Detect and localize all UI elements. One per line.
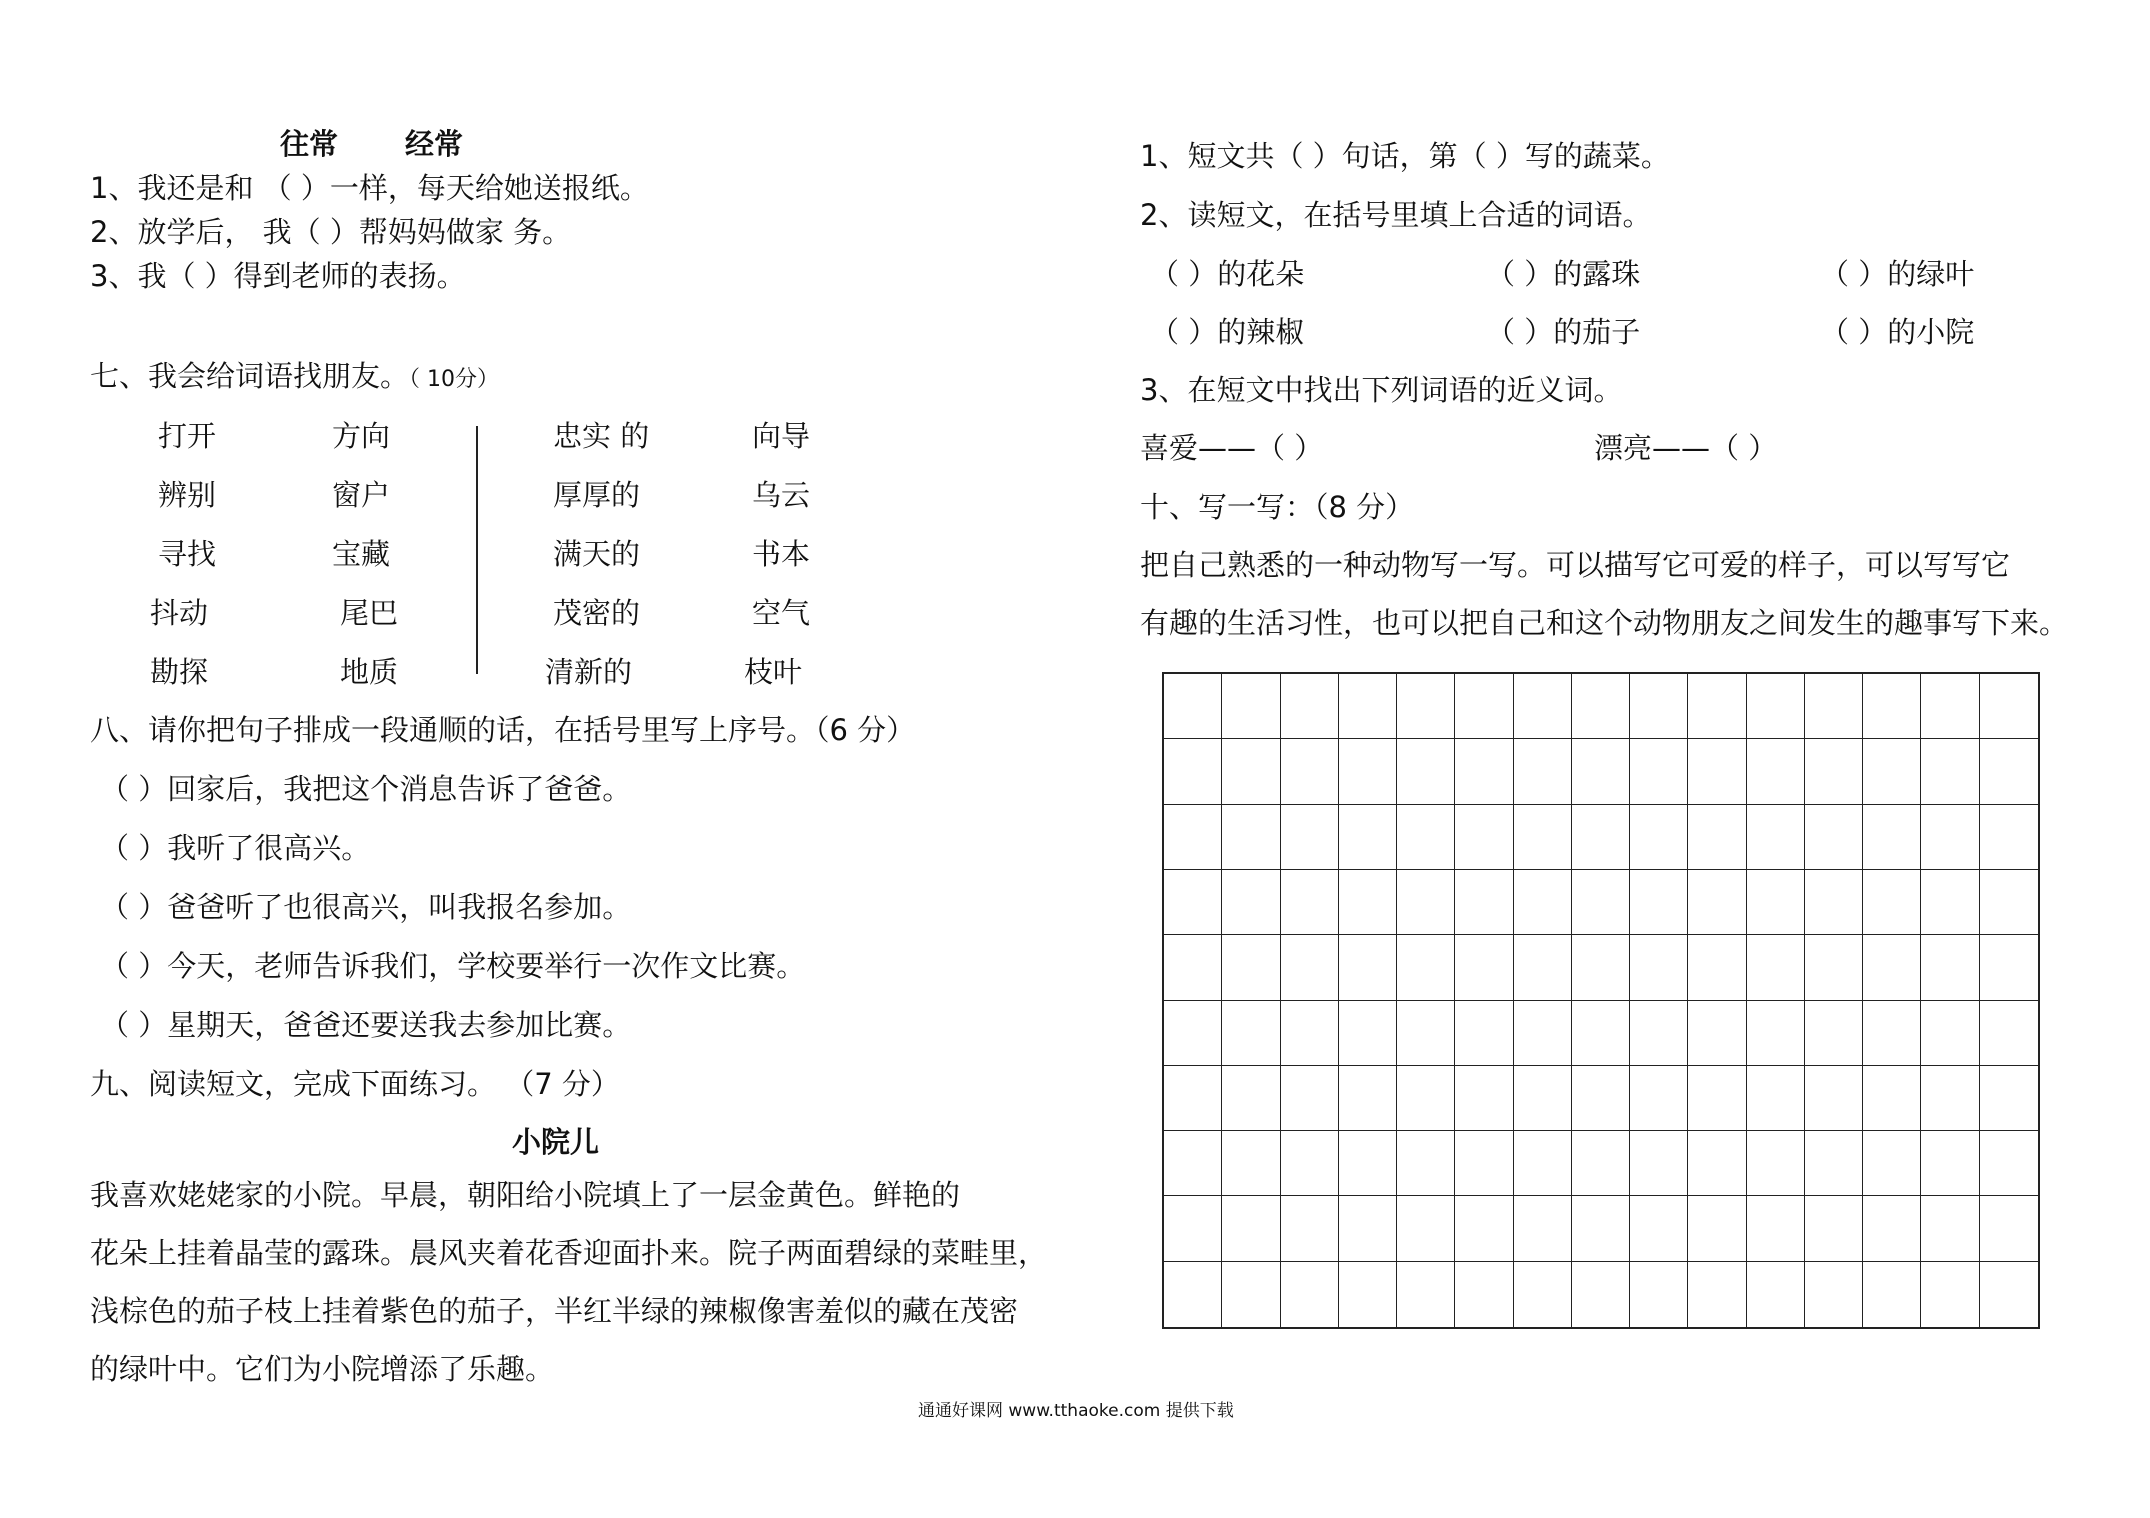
grid-cell[interactable] (1630, 739, 1688, 804)
grid-cell[interactable] (1980, 674, 2038, 739)
fill-sentence-2: 2、放学后， 我（ ）帮妈妈做家 务。 (90, 215, 572, 249)
grid-cell[interactable] (1863, 1131, 1921, 1196)
grid-cell[interactable] (1514, 674, 1572, 739)
grid-cell[interactable] (1572, 1066, 1630, 1131)
grid-cell[interactable] (1164, 870, 1222, 935)
grid-cell[interactable] (1921, 1131, 1979, 1196)
grid-cell[interactable] (1630, 1131, 1688, 1196)
grid-cell[interactable] (1164, 935, 1222, 1000)
grid-cell[interactable] (1164, 1262, 1222, 1327)
grid-cell[interactable] (1863, 1001, 1921, 1066)
grid-cell[interactable] (1222, 1131, 1280, 1196)
section7-title-text: 七、我会给词语找朋友。 (90, 359, 410, 393)
passage-line-3: 浅棕色的茄子枝上挂着紫色的茄子，半红半绿的辣椒像害羞似的藏在茂密 (90, 1294, 1019, 1328)
grid-cell[interactable] (1339, 739, 1397, 804)
grid-cell[interactable] (1164, 805, 1222, 870)
grid-cell[interactable] (1339, 870, 1397, 935)
s7-col2-word-1: 方向 (332, 419, 391, 453)
grid-cell[interactable] (1514, 1066, 1572, 1131)
fill-sentence-1: 1、我还是和 （ ）一样，每天给她送报纸。 (90, 171, 649, 205)
passage-line-4: 的绿叶中。它们为小院增添了乐趣。 (90, 1352, 555, 1386)
grid-cell[interactable] (1455, 935, 1513, 1000)
grid-cell[interactable] (1805, 870, 1863, 935)
grid-cell[interactable] (1339, 805, 1397, 870)
s7-col1-word-3: 寻找 (158, 537, 217, 571)
grid-cell[interactable] (1630, 935, 1688, 1000)
grid-cell[interactable] (1164, 1131, 1222, 1196)
s7-col1-word-5: 勘探 (150, 655, 209, 689)
grid-cell[interactable] (1688, 805, 1746, 870)
section10-title: 十、写一写：（8 分） (1140, 490, 1415, 524)
grid-cell[interactable] (1222, 1001, 1280, 1066)
grid-cell[interactable] (1747, 739, 1805, 804)
s8-item-4: （ ）今天，老师告诉我们，学校要举行一次作文比赛。 (100, 949, 806, 983)
grid-cell[interactable] (1863, 1066, 1921, 1131)
grid-cell[interactable] (1281, 1066, 1339, 1131)
grid-cell[interactable] (1455, 870, 1513, 935)
grid-cell[interactable] (1397, 1262, 1455, 1327)
s7-col3-word-5: 清新的 (545, 655, 633, 689)
grid-cell[interactable] (1164, 1001, 1222, 1066)
grid-cell[interactable] (1921, 674, 1979, 739)
grid-cell[interactable] (1688, 935, 1746, 1000)
grid-cell[interactable] (1805, 1196, 1863, 1261)
grid-cell[interactable] (1455, 674, 1513, 739)
header-word-1: 往常 (280, 127, 339, 161)
grid-cell[interactable] (1455, 1001, 1513, 1066)
grid-cell[interactable] (1514, 739, 1572, 804)
grid-cell[interactable] (1688, 1001, 1746, 1066)
grid-cell[interactable] (1572, 1131, 1630, 1196)
grid-cell[interactable] (1921, 1001, 1979, 1066)
grid-cell[interactable] (1747, 870, 1805, 935)
grid-cell[interactable] (1572, 1262, 1630, 1327)
s8-item-5: （ ）星期天，爸爸还要送我去参加比赛。 (100, 1008, 632, 1042)
s7-col1-word-1: 打开 (158, 419, 217, 453)
q3-pair-2: 漂亮——（ ） (1594, 431, 1778, 465)
grid-cell[interactable] (1339, 1131, 1397, 1196)
grid-cell[interactable] (1980, 935, 2038, 1000)
s7-col3-word-4: 茂密的 (553, 596, 641, 630)
s7-col2-word-4: 尾巴 (340, 596, 399, 630)
grid-cell[interactable] (1397, 739, 1455, 804)
grid-cell[interactable] (1863, 674, 1921, 739)
header-word-2: 经常 (405, 127, 464, 161)
grid-cell[interactable] (1281, 1131, 1339, 1196)
grid-cell[interactable] (1339, 674, 1397, 739)
prompt-line-1: 把自己熟悉的一种动物写一写。可以描写它可爱的样子，可以写写它 (1140, 548, 2011, 582)
grid-cell[interactable] (1281, 805, 1339, 870)
grid-cell[interactable] (1688, 1131, 1746, 1196)
grid-cell[interactable] (1222, 1262, 1280, 1327)
s7-col4-word-2: 乌云 (752, 478, 811, 512)
q3: 3、在短文中找出下列词语的近义词。 (1140, 373, 1623, 407)
grid-cell[interactable] (1688, 870, 1746, 935)
grid-cell[interactable] (1921, 739, 1979, 804)
grid-cell[interactable] (1397, 870, 1455, 935)
section8-title: 八、请你把句子排成一段通顺的话，在括号里写上序号。（6 分） (90, 713, 916, 747)
s7-col3-word-1: 忠实 的 (553, 419, 650, 453)
grid-cell[interactable] (1222, 935, 1280, 1000)
grid-cell[interactable] (1630, 674, 1688, 739)
grid-cell[interactable] (1514, 805, 1572, 870)
grid-cell[interactable] (1805, 1066, 1863, 1131)
grid-cell[interactable] (1980, 1066, 2038, 1131)
grid-cell[interactable] (1281, 870, 1339, 935)
grid-cell[interactable] (1863, 870, 1921, 935)
grid-cell[interactable] (1455, 1262, 1513, 1327)
passage-line-1: 我喜欢姥姥家的小院。早晨，朝阳给小院填上了一层金黄色。鲜艳的 (90, 1178, 961, 1212)
grid-cell[interactable] (1397, 1196, 1455, 1261)
grid-cell[interactable] (1164, 1066, 1222, 1131)
grid-cell[interactable] (1980, 739, 2038, 804)
section9-title: 九、阅读短文，完成下面练习。 （7 分） (90, 1067, 620, 1101)
grid-cell[interactable] (1630, 1001, 1688, 1066)
grid-cell[interactable] (1688, 1196, 1746, 1261)
grid-cell[interactable] (1455, 1131, 1513, 1196)
grid-cell[interactable] (1397, 674, 1455, 739)
q2: 2、读短文，在括号里填上合适的词语。 (1140, 198, 1652, 232)
grid-cell[interactable] (1281, 1196, 1339, 1261)
q3-pair-1: 喜爱——（ ） (1140, 431, 1324, 465)
q2-blank-6: （ ）的小院 (1820, 315, 1975, 349)
q2-blank-5: （ ）的茄子 (1486, 315, 1641, 349)
grid-cell[interactable] (1222, 805, 1280, 870)
grid-cell[interactable] (1980, 805, 2038, 870)
grid-cell[interactable] (1980, 1001, 2038, 1066)
grid-cell[interactable] (1747, 935, 1805, 1000)
grid-cell[interactable] (1747, 674, 1805, 739)
grid-cell[interactable] (1980, 870, 2038, 935)
grid-cell[interactable] (1805, 805, 1863, 870)
s7-col2-word-3: 宝藏 (332, 537, 391, 571)
q2-blank-4: （ ）的辣椒 (1150, 315, 1305, 349)
grid-cell[interactable] (1222, 870, 1280, 935)
grid-cell[interactable] (1572, 739, 1630, 804)
prompt-line-2: 有趣的生活习性，也可以把自己和这个动物朋友之间发生的趣事写下来。 (1140, 606, 2069, 640)
s7-col4-word-4: 空气 (752, 596, 811, 630)
grid-cell[interactable] (1805, 935, 1863, 1000)
grid-cell[interactable] (1222, 1066, 1280, 1131)
grid-cell[interactable] (1514, 935, 1572, 1000)
q2-blank-3: （ ）的绿叶 (1820, 257, 1975, 291)
passage-title: 小院儿 (512, 1125, 600, 1159)
grid-cell[interactable] (1747, 1001, 1805, 1066)
grid-cell[interactable] (1222, 674, 1280, 739)
grid-cell[interactable] (1921, 1262, 1979, 1327)
grid-cell[interactable] (1805, 674, 1863, 739)
grid-cell[interactable] (1747, 1131, 1805, 1196)
section7-title (90, 356, 499, 400)
grid-cell[interactable] (1980, 1196, 2038, 1261)
grid-cell[interactable] (1921, 870, 1979, 935)
grid-cell[interactable] (1281, 674, 1339, 739)
grid-cell[interactable] (1688, 739, 1746, 804)
grid-cell[interactable] (1397, 1001, 1455, 1066)
grid-cell[interactable] (1747, 805, 1805, 870)
grid-cell[interactable] (1980, 1131, 2038, 1196)
s8-item-1: （ ）回家后，我把这个消息告诉了爸爸。 (100, 772, 632, 806)
grid-cell[interactable] (1572, 1001, 1630, 1066)
grid-cell[interactable] (1514, 1131, 1572, 1196)
grid-cell[interactable] (1921, 1196, 1979, 1261)
grid-cell[interactable] (1339, 935, 1397, 1000)
grid-cell[interactable] (1747, 1196, 1805, 1261)
grid-cell[interactable] (1455, 1066, 1513, 1131)
grid-cell[interactable] (1572, 870, 1630, 935)
footer-credit: 通通好课网 www.tthaoke.com 提供下载 (918, 1401, 1234, 1421)
grid-cell[interactable] (1339, 1196, 1397, 1261)
s7-col4-word-3: 书本 (752, 537, 811, 571)
column-divider (476, 426, 478, 674)
grid-cell[interactable] (1222, 739, 1280, 804)
grid-cell[interactable] (1980, 1262, 2038, 1327)
grid-cell[interactable] (1630, 1066, 1688, 1131)
s7-col3-word-2: 厚厚的 (553, 478, 641, 512)
q2-blank-1: （ ）的花朵 (1150, 257, 1305, 291)
grid-cell[interactable] (1921, 805, 1979, 870)
grid-cell[interactable] (1339, 1001, 1397, 1066)
fill-sentence-3: 3、我（ ）得到老师的表扬。 (90, 259, 466, 293)
grid-cell[interactable] (1688, 1066, 1746, 1131)
grid-cell[interactable] (1339, 1066, 1397, 1131)
s7-col3-word-3: 满天的 (553, 537, 641, 571)
grid-cell[interactable] (1747, 1262, 1805, 1327)
grid-cell[interactable] (1921, 1066, 1979, 1131)
passage-line-2: 花朵上挂着晶莹的露珠。晨风夹着花香迎面扑来。院子两面碧绿的菜畦里， (90, 1236, 1048, 1270)
grid-cell[interactable] (1863, 1262, 1921, 1327)
grid-cell[interactable] (1455, 739, 1513, 804)
grid-cell[interactable] (1921, 935, 1979, 1000)
grid-cell[interactable] (1630, 1196, 1688, 1261)
grid-cell[interactable] (1397, 1131, 1455, 1196)
grid-cell[interactable] (1339, 1262, 1397, 1327)
s8-item-2: （ ）我听了很高兴。 (100, 831, 371, 865)
grid-cell[interactable] (1281, 1262, 1339, 1327)
grid-cell[interactable] (1805, 739, 1863, 804)
grid-cell[interactable] (1863, 739, 1921, 804)
grid-cell[interactable] (1222, 1196, 1280, 1261)
grid-cell[interactable] (1805, 1262, 1863, 1327)
s7-col1-word-4: 抖动 (150, 596, 209, 630)
s8-item-3: （ ）爸爸听了也很高兴，叫我报名参加。 (100, 890, 632, 924)
grid-cell[interactable] (1572, 1196, 1630, 1261)
grid-cell[interactable] (1572, 674, 1630, 739)
grid-cell[interactable] (1281, 935, 1339, 1000)
grid-cell[interactable] (1397, 1066, 1455, 1131)
grid-cell[interactable] (1397, 805, 1455, 870)
grid-cell[interactable] (1805, 1001, 1863, 1066)
s7-col2-word-2: 窗户 (332, 478, 391, 512)
grid-cell[interactable] (1514, 1196, 1572, 1261)
s7-col4-word-5: 枝叶 (744, 655, 803, 689)
q2-blank-2: （ ）的露珠 (1486, 257, 1641, 291)
q1: 1、短文共（ ）句话，第（ ）写的蔬菜。 (1140, 139, 1670, 173)
grid-cell[interactable] (1630, 870, 1688, 935)
grid-cell[interactable] (1863, 1196, 1921, 1261)
grid-cell[interactable] (1164, 739, 1222, 804)
section7-score: （ 10分） (409, 367, 500, 392)
grid-cell[interactable] (1805, 1131, 1863, 1196)
grid-cell[interactable] (1164, 674, 1222, 739)
grid-cell[interactable] (1572, 805, 1630, 870)
grid-cell[interactable] (1164, 1196, 1222, 1261)
grid-cell[interactable] (1514, 870, 1572, 935)
grid-cell[interactable] (1630, 1262, 1688, 1327)
s7-col4-word-1: 向导 (752, 419, 811, 453)
grid-cell[interactable] (1572, 935, 1630, 1000)
s7-col2-word-5: 地质 (340, 655, 399, 689)
grid-cell[interactable] (1397, 935, 1455, 1000)
grid-cell[interactable] (1514, 1001, 1572, 1066)
grid-cell[interactable] (1688, 674, 1746, 739)
grid-cell[interactable] (1281, 1001, 1339, 1066)
writing-grid[interactable] (1162, 672, 2040, 1329)
grid-cell[interactable] (1455, 1196, 1513, 1261)
grid-cell[interactable] (1455, 805, 1513, 870)
s7-col1-word-2: 辨别 (158, 478, 217, 512)
grid-cell[interactable] (1747, 1066, 1805, 1131)
grid-cell[interactable] (1688, 1262, 1746, 1327)
grid-cell[interactable] (1863, 935, 1921, 1000)
grid-cell[interactable] (1863, 805, 1921, 870)
grid-cell[interactable] (1630, 805, 1688, 870)
grid-cell[interactable] (1281, 739, 1339, 804)
grid-cell[interactable] (1514, 1262, 1572, 1327)
